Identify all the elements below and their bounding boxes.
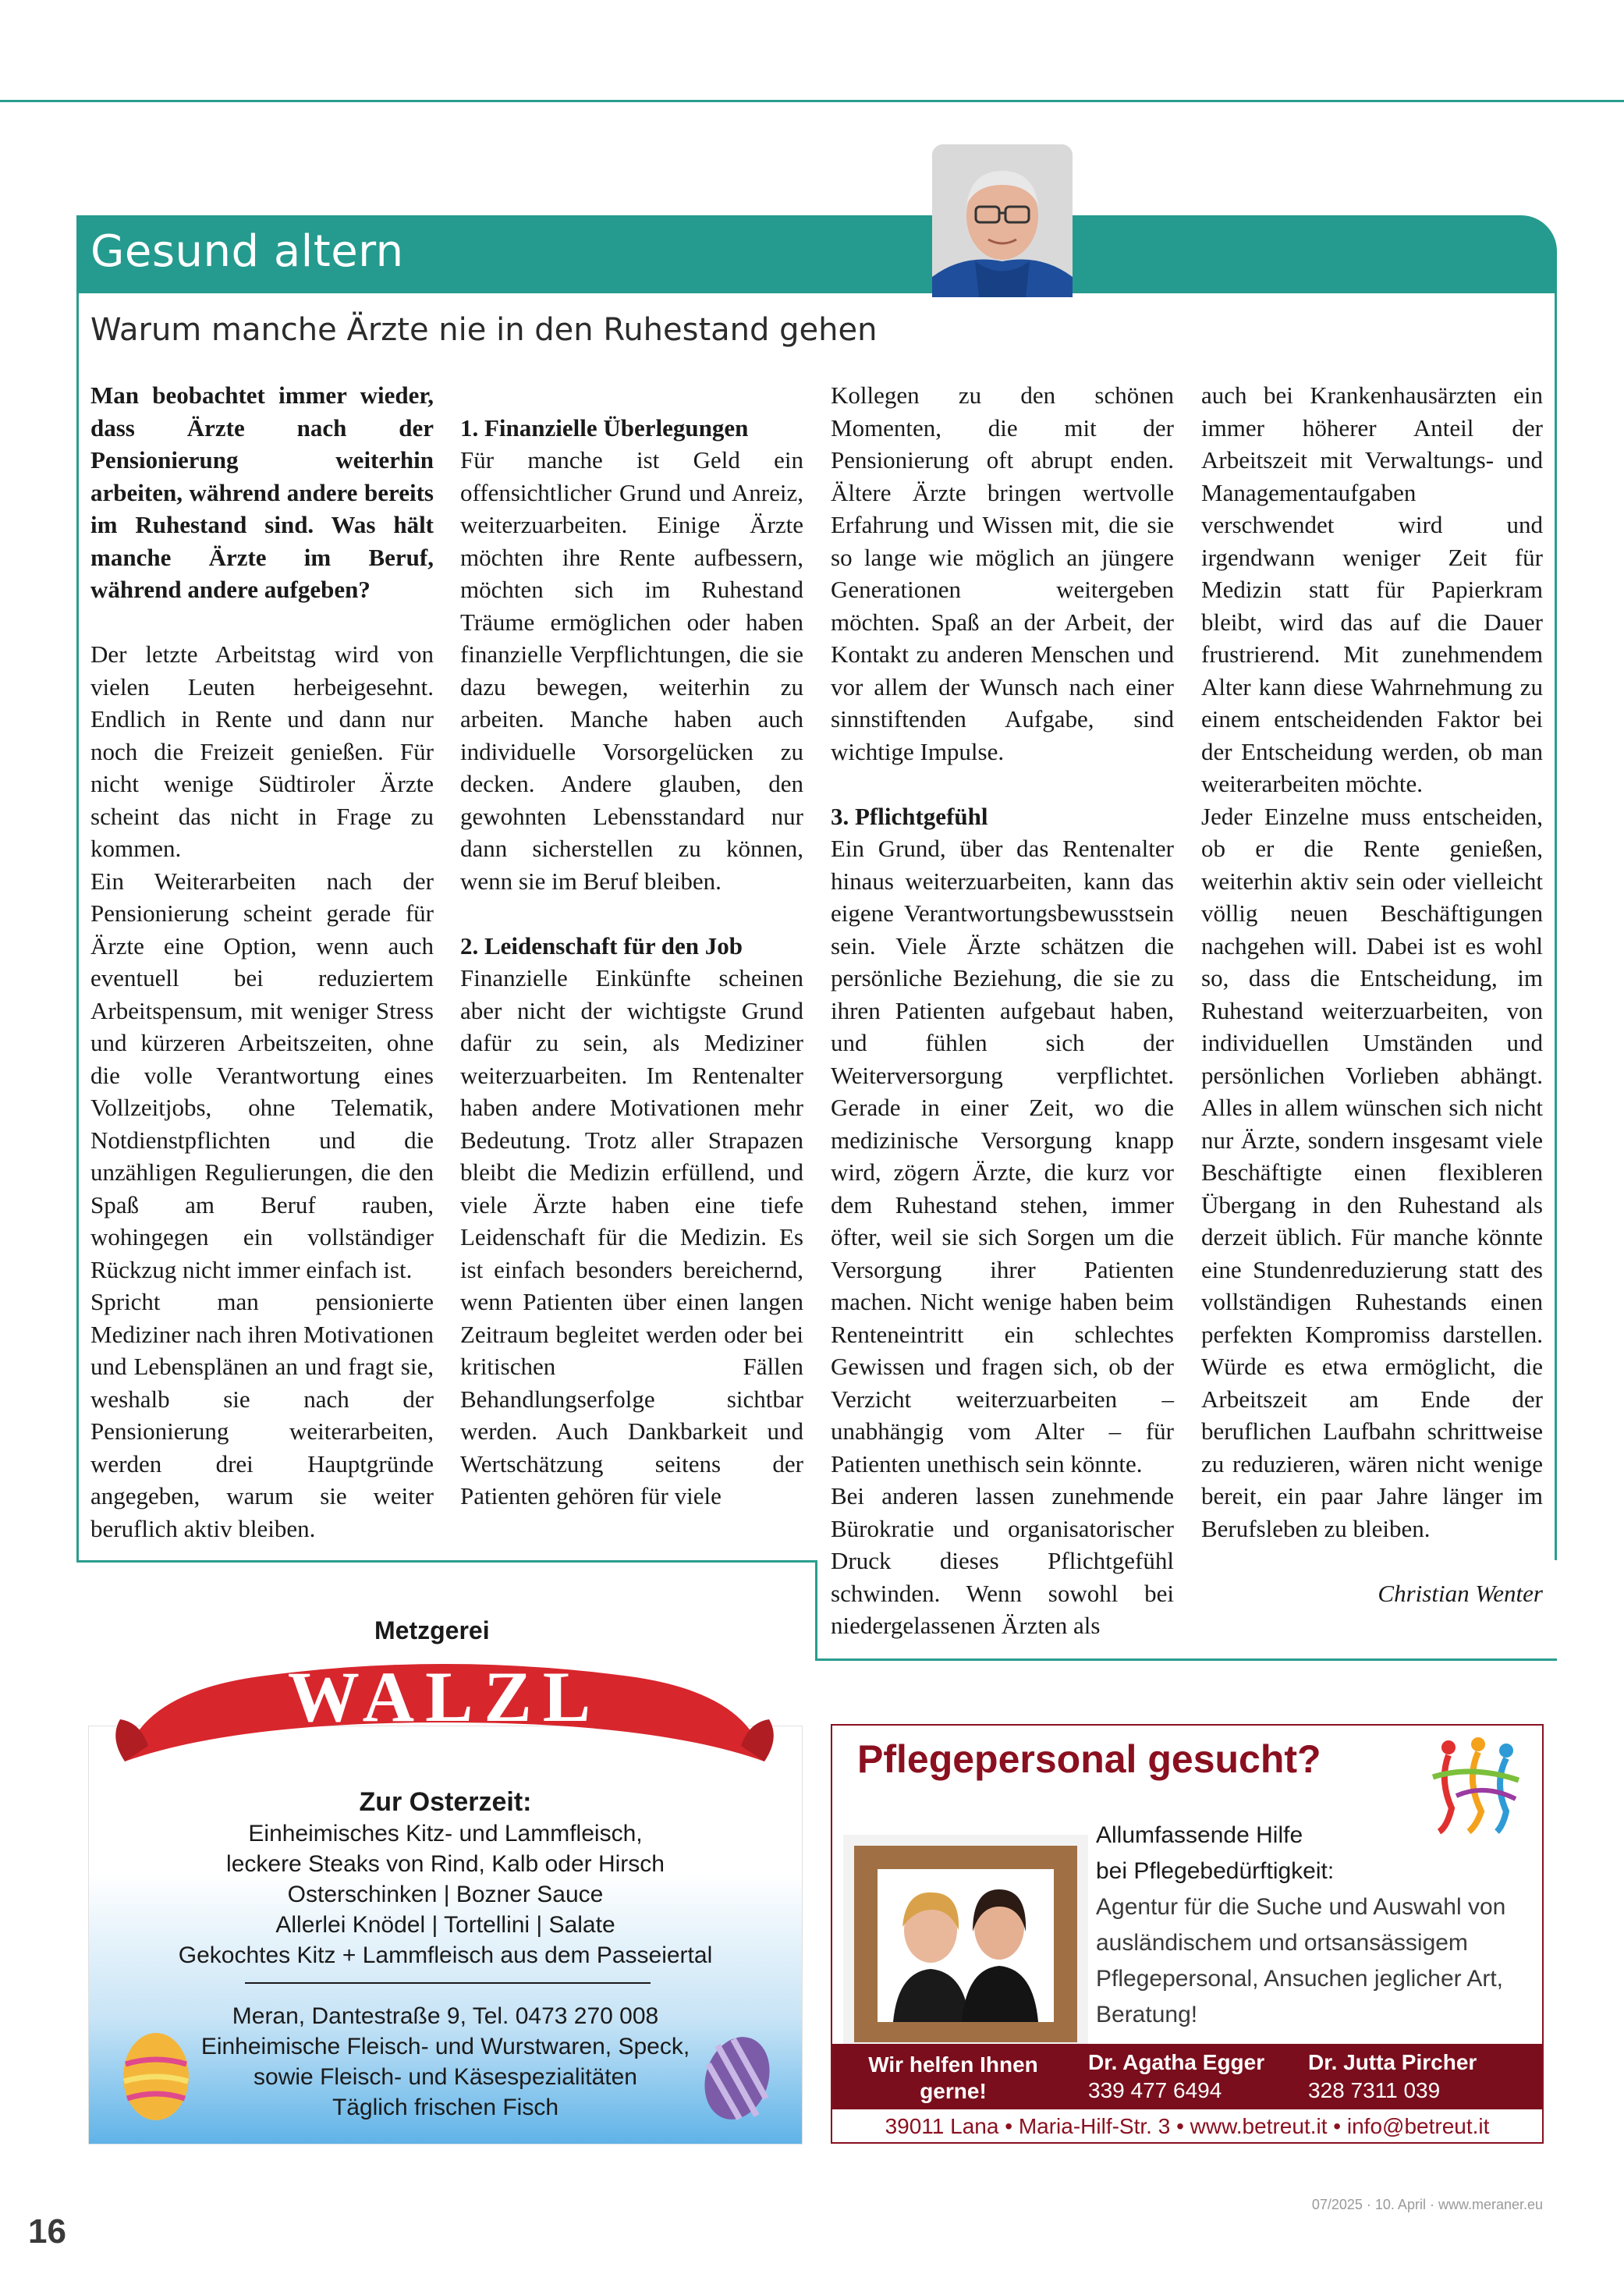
ad-walzl-divider bbox=[245, 1982, 651, 1984]
ad-walzl-item: Allerlei Knödel | Tortellini | Salate bbox=[275, 1912, 615, 1938]
article-subtitle: Warum manche Ärzte nie in den Ruhestand gehen bbox=[90, 312, 878, 348]
contact-email-link[interactable]: info@betreut.it bbox=[1346, 2114, 1490, 2138]
ad-walzl-heading: Zur Osterzeit: bbox=[359, 1787, 532, 1817]
contact-phone: 328 7311 039 bbox=[1308, 2078, 1441, 2102]
bullet: • bbox=[1333, 2114, 1342, 2138]
ad-walzl-item: leckere Steaks von Rind, Kalb oder Hirsch bbox=[226, 1851, 665, 1877]
ad-betreut-contact-band bbox=[832, 2044, 1542, 2109]
bullet: • bbox=[1005, 2114, 1013, 2138]
article-heading: 3. Pflichtgefühl bbox=[831, 802, 988, 830]
easter-egg-icon bbox=[702, 2030, 772, 2122]
walzl-brand-text: WALZL bbox=[287, 1657, 602, 1736]
easter-egg-icon bbox=[121, 2027, 191, 2122]
article-paragraph: Finanzielle Einkünfte scheinen aber nicht der wichtigste Grund dafür zu sein, als Mediziner weiterzuarbeiten. Im Rentenalter haben andere Motivationen mehr Bedeutung. Trotz aller Strapazen bleibt die Medizin erfüllend, und viele Ärzte haben eine tiefe Leidenschaft für die Medizin. Es ist einfach besonders bereichernd, wenn Patienten über einen langen Zeitraum begleitet werden oder bei kritischen Fällen Behandlungserfolge sichtbar werden. Auch Dankbarkeit und Wertschätzung seitens der Patienten gehören für viele bbox=[460, 964, 803, 1509]
page-number: 16 bbox=[28, 2212, 66, 2251]
article-heading: 1. Finanzielle Überlegungen bbox=[460, 413, 749, 442]
ad-walzl-item: Gekochtes Kitz + Lammfleisch aus dem Passeiertal bbox=[178, 1942, 713, 1968]
section-title: Gesund altern bbox=[90, 226, 404, 277]
bullet: • bbox=[1176, 2114, 1184, 2138]
article-paragraph: Bei anderen lassen zunehmende Bürokratie und organisatorischer Druck dieses Pflichtgefühl schwinden. Wenn sowohl bei niedergelassenen Ärzten als bbox=[831, 1482, 1174, 1639]
photo-two-women bbox=[843, 1835, 1088, 2053]
ad-betreut-title: Pflegepersonal gesucht? bbox=[857, 1737, 1321, 1781]
article-paragraph: Spricht man pensionierte Mediziner nach ihren Motivationen und Lebensplänen an und fragt sie, weshalb sie nach der Pensionierung weiterarbeiten, werden drei Hauptgründe angegeben, warum sie weiter beruflich aktiv bleiben. bbox=[90, 1288, 434, 1542]
article-paragraph: Der letzte Arbeitstag wird von vielen Leuten herbeigesehnt. Endlich in Rente und dann nur noch die Freizeit genießen. Für nicht wenige Südtiroler Ärzte scheint das nicht in Frage zu kommen. bbox=[90, 640, 434, 862]
article-paragraph: auch bei Krankenhausärzten ein immer höherer Anteil der Arbeitszeit mit Verwaltungs- und Managementaufgaben verschwendet wird und irgendwann weniger Zeit für Medizin statt für Papierkram bleibt, wird das auf die Dauer frustrierend. Mit zunehmendem Alter kann diese Wahrnehmung zu einem entscheidenden Faktor bei der Entscheidung werden, ob man weiterarbeiten möchte. bbox=[1201, 381, 1543, 797]
article-paragraph: Für manche ist Geld ein offensichtlicher Grund und Anreiz, weiterzuarbeiten. Einige Ärzte möchten ihre Rente aufbessern, möchten sich im Ruhestand Träume ermöglichen oder haben finanzielle Verpflichtungen, die sie dazu bewegen, weiterhin zu arbeiten. Manche haben auch individuelle Vorsorgelücken zu decken. Andere glauben, den gewohnten Lebensstandard nur dann sicherstellen zu können, wenn sie im Beruf bleiben. bbox=[460, 446, 803, 895]
contact-website-link[interactable]: www.betreut.it bbox=[1190, 2114, 1328, 2138]
ad-betreut-subtitle-line: Allumfassende Hilfe bbox=[1096, 1822, 1303, 1848]
ad-betreut-subtitle-line: bei Pflegebedürftigkeit: bbox=[1096, 1858, 1335, 1884]
article-paragraph: Ein Grund, über das Rentenalter hinaus weiterzuarbeiten, kann das eigene Verantwortungsbewusstsein sein. Viele Ärzte schätzen die persönliche Beziehung, die sie zu ihren Patienten aufgebaut haben, und fühlen sich der Weiterversorgung verpflichtet. Gerade in einer Zeit, wo die medizinische Versorgung knapp wird, zögern Ärzte, die kurz vor dem Ruhestand stehen, immer öfter, weil sie sich Sorgen um die Versorgung ihrer Patienten machen. Nicht wenige haben beim Renteneintritt ein schlechtes Gewissen und fragen sich, ob der Verzicht weiterzuarbeiten – unabhängig vom Alter – für Patienten unethisch sein könnte. bbox=[831, 835, 1174, 1478]
ad-walzl-footer-line: Einheimische Fleisch- und Wurstwaren, Speck, bbox=[200, 2034, 690, 2059]
article-column-2 bbox=[460, 379, 803, 1513]
contact-name: Dr. Agatha Egger bbox=[1088, 2050, 1265, 2074]
contact-person-egger bbox=[1088, 2049, 1264, 2105]
contact-street: Maria-Hilf-Str. 3 bbox=[1018, 2114, 1171, 2138]
contact-phone: 339 477 6494 bbox=[1088, 2078, 1222, 2102]
frame-line bbox=[817, 1658, 1557, 1661]
ad-betreut-help: Wir helfen Ihnen gerne! bbox=[868, 2052, 1038, 2103]
frame-line bbox=[815, 1560, 817, 1661]
ad-walzl-items bbox=[89, 1818, 802, 1971]
contact-person-pircher bbox=[1308, 2049, 1477, 2105]
article-column-1 bbox=[90, 379, 434, 1545]
contact-name: Dr. Jutta Pircher bbox=[1308, 2050, 1477, 2074]
ad-walzl-footer bbox=[89, 2001, 802, 2123]
article-author: Christian Wenter bbox=[1378, 1579, 1543, 1607]
ad-walzl-label: Metzgerei bbox=[374, 1616, 490, 1644]
ad-walzl-footer-line: Täglich frischen Fisch bbox=[332, 2095, 559, 2120]
ad-betreut-address bbox=[832, 2111, 1542, 2142]
author-portrait bbox=[932, 144, 1073, 297]
ad-walzl-address: Meran, Dantestraße 9, Tel. 0473 270 008 bbox=[232, 2003, 659, 2029]
article-paragraph: Jeder Einzelne muss entscheiden, ob er die Rente genießen, weiterhin aktiv sein oder vielleicht völlig neuen Beschäftigungen nachgehen will. Dabei ist es wohl so, dass die Entscheidung, im Ruhestand weiterzuarbeiten, von individuellen Umständen und persönlichen Vorlieben abhängt. Alles in allem wünschen sich nicht nur Ärzte, sondern insgesamt viele Beschäftigte einen flexibleren Übergang in den Ruhestand als derzeit üblich. Für manche könnte eine Stundenreduzierung statt des vollständigen Ruhestands einen perfekten Kompromiss darstellen. Würde es etwa ermöglicht, die Arbeitszeit am Ende der beruflichen Laufbahn schrittweise zu reduzieren, wären nicht wenige bereit, ein paar Jahre länger im Berufsleben zu bleiben. bbox=[1201, 802, 1543, 1542]
ad-betreut-subtitle bbox=[1096, 1818, 1334, 1889]
article-column-4 bbox=[1201, 379, 1543, 1609]
walzl-logo-banner bbox=[109, 1644, 780, 1800]
article-heading: 2. Leidenschaft für den Job bbox=[460, 931, 743, 960]
ad-betreut-description: Agentur für die Suche und Auswahl von ausländischem und ortsansässigem Pflegepersonal, Ansuchen jeglicher Art, Beratung! bbox=[1096, 1894, 1506, 2027]
ad-walzl-item: Einheimisches Kitz- und Lammfleisch, bbox=[248, 1821, 643, 1846]
section-header bbox=[76, 215, 1557, 293]
frame-line bbox=[76, 1560, 817, 1563]
ad-betreut bbox=[831, 1724, 1544, 2144]
article-column-3 bbox=[831, 379, 1174, 1642]
article-lead: Man beobachtet immer wieder, dass Ärzte nach der Pensionierung weiterhin arbeiten, während andere bereits im Ruhestand sind. Was hält manche Ärzte im Beruf, während andere aufgeben? bbox=[90, 381, 434, 603]
issue-info: 07/2025 · 10. April · www.meraner.eu bbox=[1311, 2197, 1543, 2212]
contact-address: 39011 Lana bbox=[885, 2114, 999, 2138]
people-logo-icon bbox=[1425, 1733, 1526, 1835]
ad-walzl-item: Osterschinken | Bozner Sauce bbox=[287, 1882, 604, 1907]
top-rule bbox=[0, 100, 1624, 102]
ad-walzl-footer-line: sowie Fleisch- und Käsespezialitäten bbox=[254, 2064, 637, 2090]
article-paragraph: Kollegen zu den schönen Momenten, die mit der Pensionierung oft abrupt enden. Ältere Ärzte bringen wertvolle Erfahrung und Wissen mit, die sie so lange wie möglich an jüngere Generationen weitergeben möchten. Spaß an der Arbeit, der Kontakt zu anderen Menschen und vor allem der Wunsch nach einer sinnstiftenden Aufgabe, sind wichtige Impulse. bbox=[831, 381, 1174, 765]
article-paragraph: Ein Weiterarbeiten nach der Pensionierung scheint gerade für Ärzte eine Option, wenn auch eventuell bei reduziertem Arbeitspensum, mit weniger Stress und kürzeren Arbeitszeiten, ohne die volle Verantwortung eines Vollzeitjobs, ohne Telematik, Notdienstpflichten und die unzähligen Regulierungen, die den Spaß am Beruf rauben, wohingegen ein vollständiger Rückzug nicht immer einfach ist. bbox=[90, 867, 434, 1283]
